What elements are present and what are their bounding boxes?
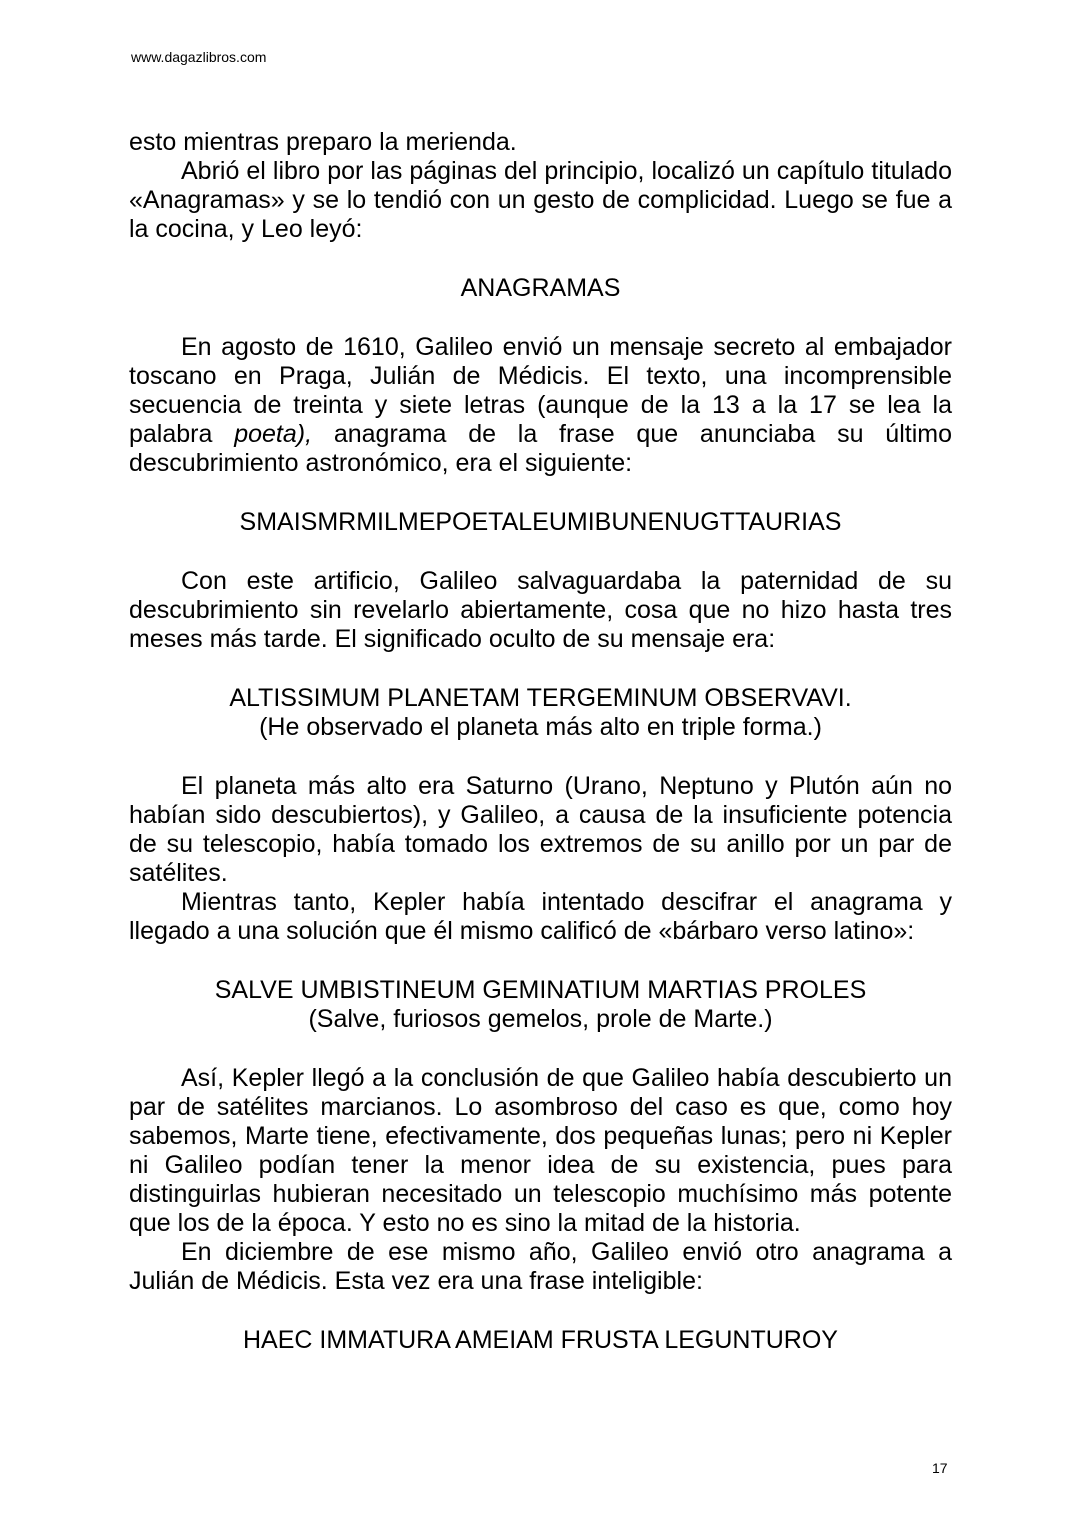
paragraph: En diciembre de ese mismo año, Galileo envió otro anagrama a Julián de Médicis. Esta vez era una frase inteligible:: [129, 1238, 952, 1295]
paragraph: El planeta más alto era Saturno (Urano, Neptuno y Plutón aún no habían sido descubiertos), y Galileo, a causa de la insuficiente potencia de su telescopio, había tomado los extremos de su anillo por un par de satélites.: [129, 772, 952, 887]
page-number: 17: [932, 1460, 948, 1476]
site-url: www.dagazlibros.com: [131, 49, 267, 65]
latin-phrase: ALTISSIMUM PLANETAM TERGEMINUM OBSERVAVI.: [229, 684, 852, 712]
anagram-text: HAEC IMMATURA AMEIAM FRUSTA LEGUNTUROY: [243, 1326, 838, 1354]
paragraph: Mientras tanto, Kepler había intentado descifrar el anagrama y llegado a una solución que él mismo calificó de «bárbaro verso latino»:: [129, 888, 952, 945]
paragraph-continuation: esto mientras preparo la merienda.: [129, 128, 517, 156]
italic-word: poeta),: [234, 420, 313, 448]
paragraph: Abrió el libro por las páginas del principio, localizó un capítulo titulado «Anagramas» y se lo tendió con un gesto de complicidad. Luego se fue a la cocina, y Leo leyó:: [129, 157, 952, 243]
section-heading: ANAGRAMAS: [460, 274, 621, 302]
paragraph-text: En agosto de 1610, Galileo envió un mensaje secreto al embajador toscano en Praga, Julián de Médicis. El texto, una incomprensible secuencia de treinta y siete letras (aunque de la 13 a la 17 se lea la palabra: [129, 333, 952, 448]
latin-quote-block: [129, 976, 952, 1034]
latin-translation: (Salve, furiosos gemelos, prole de Marte.): [308, 1005, 773, 1033]
latin-phrase: SALVE UMBISTINEUM GEMINATIUM MARTIAS PROLES: [214, 976, 867, 1004]
paragraph: [129, 333, 952, 478]
paragraph: Así, Kepler llegó a la conclusión de que Galileo había descubierto un par de satélites marcianos. Lo asombroso del caso es que, como hoy sabemos, Marte tiene, efectivamente, dos pequeñas lunas; pero ni Kepler ni Galileo podían tener la menor idea de su existencia, pues para distinguirlas hubieran necesitado un telescopio muchísimo más potente que los de la época. Y esto no es sino la mitad de la historia.: [129, 1064, 952, 1237]
page-body: [129, 128, 952, 1355]
paragraph-text: anagrama de la frase que anunciaba su último descubrimiento astronómico, era el siguiente:: [129, 420, 952, 477]
anagram-text: SMAISMRMILMEPOETALEUMIBUNENUGTTAURIAS: [239, 508, 842, 536]
latin-quote-block: [129, 684, 952, 742]
paragraph: Con este artificio, Galileo salvaguardaba la paternidad de su descubrimiento sin revelarlo abiertamente, cosa que no hizo hasta tres meses más tarde. El significado oculto de su mensaje era:: [129, 567, 952, 653]
latin-translation: (He observado el planeta más alto en triple forma.): [259, 713, 822, 741]
